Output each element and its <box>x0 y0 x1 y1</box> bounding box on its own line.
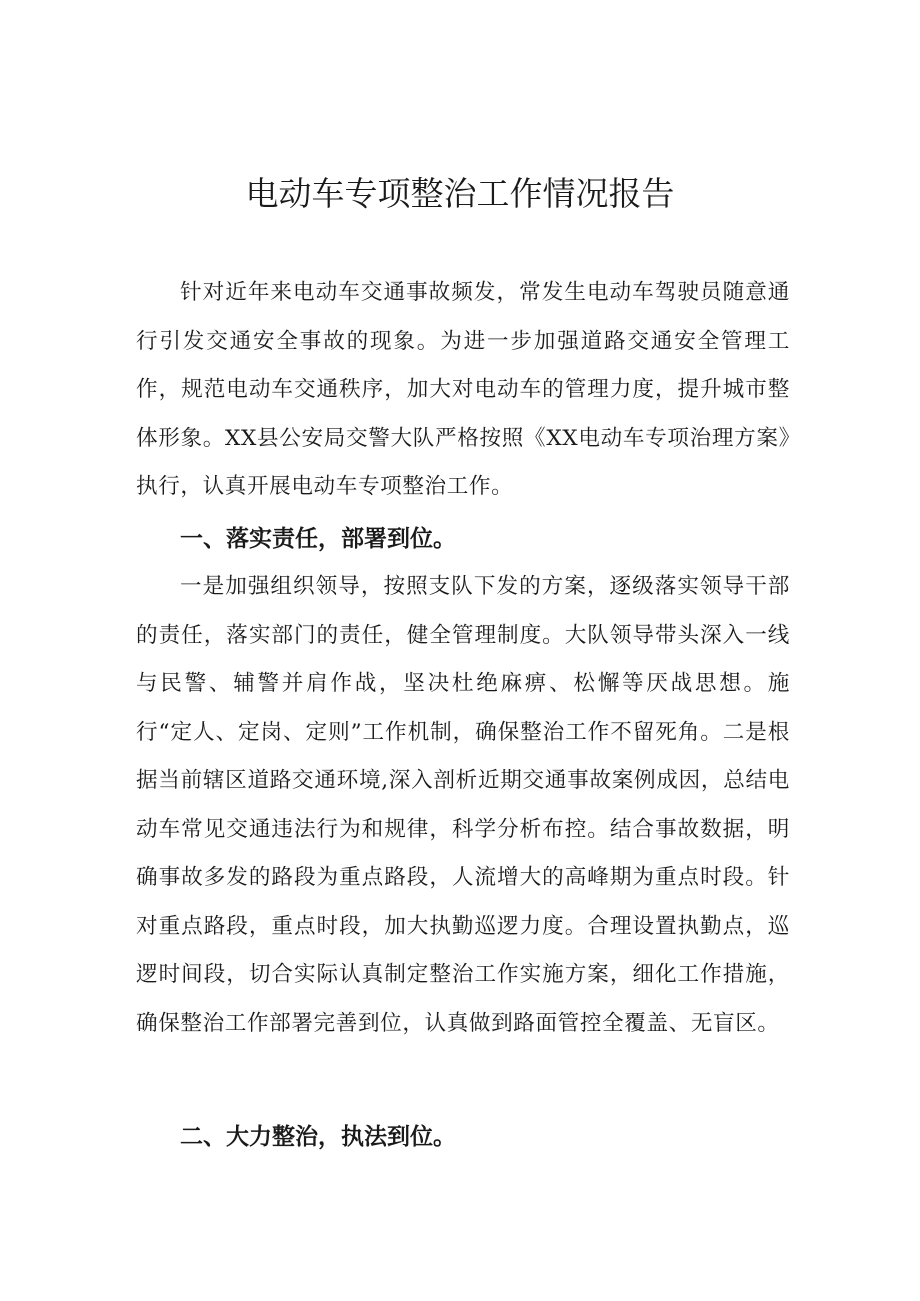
section-heading-1: 一、落实责任，部署到位。 <box>180 526 456 552</box>
section-heading-2: 二、大力整治，执法到位。 <box>180 1124 456 1150</box>
intro-paragraph: 针对近年来电动车交通事故频发，常发生电动车驾驶员随意通行引发交通安全事故的现象。为进一步加强道路交通安全管理工作，规范电动车交通秩序，加大对电动车的管理力度，提升城市整体形象。XX县公安局交警大队严格按照《XX电动车专项治理方案》执行，认真开展电动车专项整治工作。 <box>136 280 790 499</box>
section-1-paragraph: 一是加强组织领导，按照支队下发的方案，逐级落实领导干部的责任，落实部门的责任，健全管理制度。大队领导带头深入一线与民警、辅警并肩作战，坚决杜绝麻痹、松懈等厌战思想。施行“定人、定岗、定则”工作机制，确保整治工作不留死角。二是根据当前辖区道路交通环境,深入剖析近期交通事故案例成因，总结电动车常见交通违法行为和规律，科学分析布控。结合事故数据，明确事故多发的路段为重点路段，人流增大的高峰期为重点时段。针对重点路段，重点时段，加大执勤巡逻力度。合理设置执勤点，巡逻时间段，切合实际认真制定整治工作实施方案，细化工作措施，确保整治工作部署完善到位，认真做到路面管控全覆盖、无盲区。 <box>136 574 790 1036</box>
document-title: 电动车专项整治工作情况报告 <box>245 174 675 213</box>
